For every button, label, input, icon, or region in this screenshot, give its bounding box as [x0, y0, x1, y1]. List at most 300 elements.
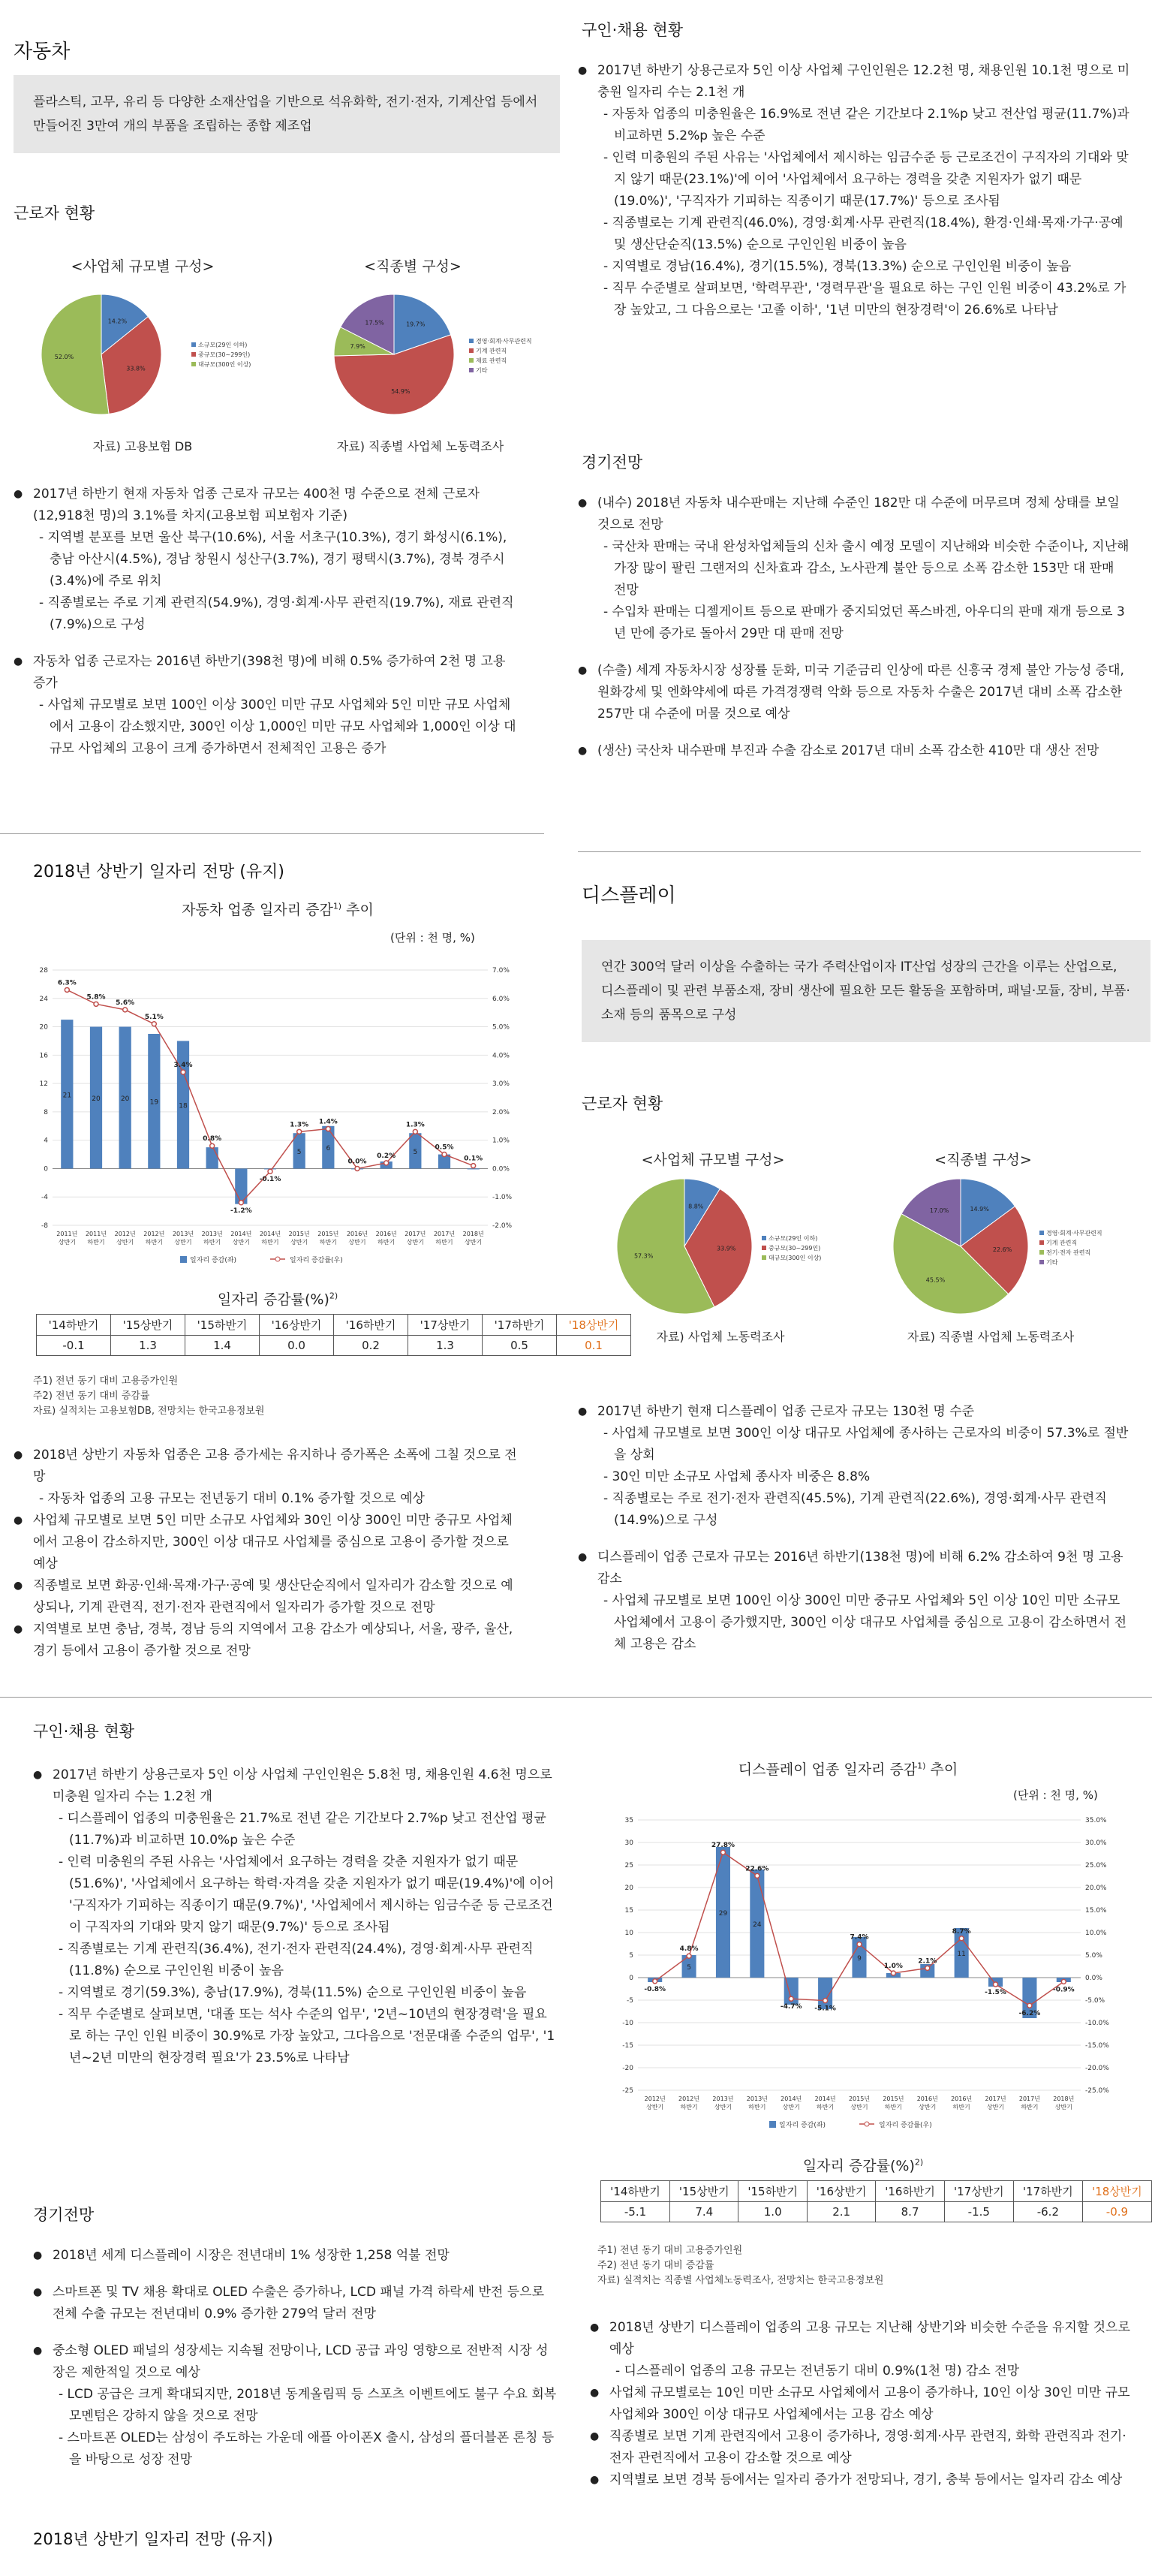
pie-value-label: 52.0% — [54, 354, 74, 361]
rate-point — [687, 1954, 691, 1958]
display-size-pie-chart — [600, 1171, 856, 1321]
y-left-tick-label: -15 — [622, 2042, 633, 2050]
rate-point — [1027, 2003, 1032, 2008]
note-line: 주2) 전년 동기 대비 증감률 — [597, 2260, 714, 2271]
y-right-tick-label: 35.0% — [1085, 1817, 1107, 1824]
bar-value-label: 24 — [753, 1921, 762, 1929]
rate-header-cell: '15상반기 — [111, 1315, 185, 1336]
bullet-item: ● 2017년 하반기 현재 자동차 업종 근로자 규모는 400천 명 수준으로 전체 근로자(12,918천 명)의 3.1%를 차지(고용보험 피보험자 기준) — [14, 484, 521, 527]
legend-label: 기타 — [1046, 1259, 1058, 1266]
y-left-tick-label: 0 — [629, 1975, 633, 1982]
y-right-tick-label: 4.0% — [492, 1052, 510, 1060]
rate-point — [65, 987, 69, 992]
rate-value-label: 4.8% — [679, 1945, 699, 1954]
bar-value-label: 19 — [149, 1098, 159, 1107]
legend-marker — [275, 1257, 280, 1261]
x-tick-label: 2015년 — [317, 1231, 339, 1237]
legend-label: 기계 관련직 — [1046, 1240, 1078, 1246]
auto-pie1-source: 자료) 고용보험 DB — [92, 439, 193, 453]
note-line: 주2) 전년 동기 대비 증감률 — [33, 1390, 150, 1402]
legend-swatch — [769, 2121, 776, 2128]
auto-rate-title: 일자리 증감률(%)$^{2)}$ — [217, 1291, 338, 1308]
x-tick-label: 2015년 — [848, 2095, 871, 2102]
legend-swatch — [1039, 1260, 1044, 1264]
legend-swatch — [469, 348, 474, 353]
pie-value-label: 14.9% — [970, 1206, 989, 1213]
y-left-tick-label: -4 — [41, 1194, 48, 1202]
pie-value-label: 8.8% — [688, 1203, 704, 1210]
bar-value-label: 18 — [179, 1102, 188, 1110]
legend-swatch — [762, 1255, 766, 1260]
y-right-tick-label: 30.0% — [1085, 1839, 1107, 1847]
pie-value-label: 7.9% — [350, 343, 365, 351]
x-tick-label: 2018년 — [1053, 2095, 1075, 2102]
x-tick-label: 2017년 — [433, 1231, 456, 1237]
x-tick-label: 상반기 — [1054, 2104, 1072, 2111]
x-tick-label: 2013년 — [746, 2095, 768, 2102]
y-right-tick-label: 5.0% — [492, 1023, 510, 1032]
display-rate-title: 일자리 증감률(%)$^{2)}$ — [802, 2157, 924, 2174]
x-tick-label: 상반기 — [782, 2104, 800, 2111]
sub-bullet-item: - LCD 공급은 크게 확대되지만, 2018년 동계올림픽 등 스포츠 이벤트에도 불구 수요 회복 모멘텀은 강하지 않을 것으로 전망 — [59, 2387, 557, 2424]
rate-header-cell: '15하반기 — [185, 1315, 260, 1336]
sub-bullet-item: - 직종별로는 주로 전기·전자 관련직(45.5%), 기계 관련직(22.6%), 경영·회계·사무 관련직(14.9%)으로 구성 — [603, 1491, 1107, 1528]
sub-bullet-item: - 자동차 업종의 고용 규모는 전년동기 대비 0.1% 증가할 것으로 예상 — [39, 1491, 425, 1506]
bullet-item: ● 중소형 OLED 패널의 성장세는 지속될 전망이나, LCD 공급 과잉 영향으로 전반적 시장 성장은 제한적일 것으로 예상 — [33, 2340, 558, 2384]
display-chart-caption: 디스플레이 업종 일자리 증감$^{1)}$ 추이 — [738, 1761, 958, 1778]
rate-value-label: 1.3% — [290, 1121, 309, 1129]
bullet-item: ● (수출) 세계 자동차시장 성장률 둔화, 미국 기준금리 인상에 따른 신흥국 경제 불안 가능성 증대, 원화강세 및 엔화약세에 따른 가격경쟁력 악화 등으로 자동차 수출은 2017년 대비 소폭 감소한 257만 대 수준에 머물 것으로 예상 — [578, 660, 1130, 725]
sub-bullet-item: - 디스플레이 업종의 미충원율은 21.7%로 전년 같은 기간보다 2.7%p 낮고 전산업 평균(11.7%)과 비교하면 10.0%p 높은 수준 — [59, 1811, 546, 1848]
legend-label: 중규모(30~299인) — [198, 351, 251, 358]
legend-swatch — [469, 358, 474, 363]
pie-value-label: 17.0% — [929, 1207, 949, 1214]
auto-chart-unit: (단위 : 천 명, %) — [390, 931, 475, 945]
x-tick-label: 하반기 — [319, 1239, 337, 1246]
bar-value-label: 6 — [326, 1145, 331, 1153]
y-right-tick-label: -25.0% — [1085, 2087, 1109, 2095]
legend-swatch — [191, 352, 196, 357]
sub-bullet-item: - 30인 미만 소규모 사업체 종사자 비중은 8.8% — [603, 1469, 871, 1484]
y-left-tick-label: 24 — [39, 995, 48, 1003]
x-tick-label: 상반기 — [232, 1239, 250, 1246]
legend-label: 일자리 증감(좌) — [190, 1257, 237, 1264]
display-hiring-bullets — [33, 1764, 558, 2069]
pie-slice — [41, 294, 109, 414]
x-tick-label: 2014년 — [259, 1231, 281, 1237]
rate-header-cell: '15하반기 — [738, 2181, 807, 2202]
legend-swatch — [1039, 1250, 1044, 1255]
rate-point — [326, 1127, 330, 1131]
rate-value-label: -1.2% — [230, 1207, 252, 1215]
auto-hiring-title: 구인·채용 현황 — [582, 21, 684, 39]
pie-value-label: 57.3% — [633, 1252, 654, 1260]
x-tick-label: 2011년 — [56, 1231, 78, 1237]
x-tick-label: 하반기 — [1021, 2104, 1039, 2111]
x-tick-label: 하반기 — [748, 2104, 766, 2111]
sub-bullet-item: - 자동차 업종의 미충원율은 16.9%로 전년 같은 기간보다 2.1%p 낮고 전산업 평균(11.7%)과 비교하면 5.2%p 높은 수준 — [603, 107, 1129, 143]
auto-outlook-title: 2018년 상반기 일자리 전망 (유지) — [33, 863, 284, 881]
bullet-item: ● 2017년 하반기 상용근로자 5인 이상 사업체 구인인원은 5.8천 명, 채용인원 4.6천 명으로 미충원 일자리 수는 1.2천 개 — [33, 1764, 558, 1808]
display-pie1-title: <사업체 규모별 구성> — [641, 1152, 785, 1168]
x-tick-label: 하반기 — [261, 1239, 279, 1246]
rate-value-cell: -1.5 — [944, 2202, 1013, 2222]
y-right-tick-label: 2.0% — [492, 1108, 510, 1116]
display-rate-table — [600, 2180, 1152, 2222]
bullet-item: ● 디스플레이 업종 근로자 규모는 2016년 하반기(138천 명)에 비해 6.2% 감소하여 9천 명 고용 감소 — [578, 1547, 1130, 1590]
sub-bullet-item: - 사업체 규모별로 보면 100인 이상 300인 미만 중규모 사업체와 5인 이상 10인 미만 소규모 사업체에서 고용이 증가했지만, 300인 이상 대규모 사업체를 중심으로 고용이 감소하면서 전체 고용은 감소 — [603, 1593, 1127, 1652]
bullet-item: ● 2018년 세계 디스플레이 시장은 전년대비 1% 성장한 1,258 억불 전망 — [33, 2245, 558, 2267]
x-tick-label: 상반기 — [714, 2104, 732, 2111]
note-line: 자료) 실적치는 직종별 사업체노동력조사, 전망치는 한국고용정보원 — [597, 2275, 884, 2286]
sub-bullet-item: - 지역별로 경남(16.4%), 경기(15.5%), 경북(13.3%) 순으로 구인인원 비중이 높음 — [603, 259, 1072, 274]
auto-size-pie-chart — [30, 279, 270, 429]
pie-value-label: 19.7% — [406, 321, 426, 328]
legend-label: 중규모(30~299인) — [769, 1245, 821, 1252]
rate-value-label: 1.0% — [883, 1963, 903, 1970]
rate-point — [1061, 1979, 1066, 1984]
display-jobs-chart — [593, 1805, 1133, 2150]
auto-pie2-title: <직종별 구성> — [364, 258, 462, 275]
x-tick-label: 상반기 — [850, 2104, 868, 2111]
y-right-tick-label: 0.0% — [492, 1165, 510, 1174]
display-pie2-source: 자료) 직종별 사업체 노동력조사 — [907, 1330, 1075, 1344]
rate-value-cell: 8.7 — [876, 2202, 944, 2222]
y-left-tick-label: -10 — [622, 2020, 633, 2027]
rate-point — [994, 1982, 998, 1987]
rate-point — [653, 1979, 657, 1984]
y-left-tick-label: 28 — [39, 967, 48, 975]
rate-value-label: 0.2% — [377, 1152, 396, 1160]
pie-value-label: 45.5% — [925, 1276, 946, 1284]
divider — [0, 1697, 1152, 1698]
x-tick-label: 상반기 — [116, 1239, 134, 1246]
rate-point — [384, 1161, 389, 1165]
bullet-item: ● 자동차 업종 근로자는 2016년 하반기(398천 명)에 비해 0.5% 증가하여 2천 명 고용 증가 — [14, 651, 521, 694]
display-outlook-bullets — [590, 2317, 1130, 2491]
note-line: 주1) 전년 동기 대비 고용증가인원 — [597, 2245, 743, 2256]
sub-bullet-item: - 지역별 분포를 보면 울산 북구(10.6%), 서울 서초구(10.3%), 경기 화성시(6.1%), 충남 아산시(4.5%), 경남 창원시 성산구(3.7%), 경기 평택시(3.7%), 경북 경주시(3.4%)에 주로 위치 — [39, 530, 507, 589]
y-right-tick-label: -20.0% — [1085, 2065, 1109, 2072]
rate-value-label: 0.1% — [464, 1155, 483, 1163]
legend-label: 경영·회계·사무관련직 — [476, 338, 532, 345]
rate-value-cell: 1.3 — [408, 1336, 483, 1356]
legend-label: 일자리 증감률(우) — [290, 1257, 343, 1264]
x-tick-label: 2015년 — [883, 2095, 904, 2102]
rate-value-cell: 0.0 — [260, 1336, 334, 1356]
legend-label: 일자리 증감(좌) — [779, 2122, 826, 2129]
bullet-item: ● 지역별로 보면 경북 등에서는 일자리 증가가 전망되나, 경기, 충북 등에서는 일자리 감소 예상 — [590, 2469, 1130, 2491]
sub-bullet-item: - 디스플레이 업종의 고용 규모는 전년동기 대비 0.9%(1천 명) 감소 전망 — [615, 2364, 1019, 2379]
x-tick-label: 2017년 — [1018, 2095, 1040, 2102]
rate-point — [123, 1008, 128, 1012]
rate-header-cell: '14하반기 — [601, 2181, 670, 2202]
x-tick-label: 상반기 — [406, 1239, 424, 1246]
rate-header-cell: '17상반기 — [408, 1315, 483, 1336]
legend-swatch — [191, 342, 196, 347]
auto-chart-caption: 자동차 업종 일자리 증감$^{1)}$ 추이 — [182, 901, 374, 918]
y-left-tick-label: 35 — [624, 1817, 633, 1824]
x-tick-label: 하반기 — [145, 1239, 163, 1246]
rate-value-label: -0.1% — [259, 1176, 281, 1184]
legend-label: 소규모(29인 이하) — [769, 1235, 818, 1242]
rate-point — [857, 1942, 862, 1947]
rate-point — [891, 1971, 895, 1975]
y-left-tick-label: -25 — [622, 2087, 633, 2095]
sub-bullet-item: - 직무 수준별로 살펴보면, '학력무관', '경력무관'을 필요로 하는 구인 인원 비중이 43.2%로 가장 높았고, 그 다음으로는 '고졸 이하', '1년 미만의 현장경력'이 26.6%로 나타남 — [603, 281, 1126, 318]
legend-label: 일자리 증감률(우) — [879, 2122, 932, 2129]
rate-point — [413, 1129, 417, 1134]
legend-swatch — [762, 1236, 766, 1240]
spacer — [578, 725, 1130, 740]
x-tick-label: 하반기 — [952, 2104, 970, 2111]
auto-status-bullets — [14, 484, 521, 760]
legend-swatch — [180, 1256, 187, 1263]
x-tick-label: 하반기 — [817, 2104, 835, 2111]
legend-label: 기계 관련직 — [476, 348, 507, 354]
auto-notes — [33, 1374, 264, 1419]
x-tick-label: 2013년 — [712, 2095, 734, 2102]
x-tick-label: 상반기 — [465, 1239, 483, 1246]
x-tick-label: 상반기 — [348, 1239, 366, 1246]
rate-value-label: 27.8% — [711, 1842, 735, 1850]
rate-point — [181, 1070, 185, 1074]
y-right-tick-label: 1.0% — [492, 1137, 510, 1145]
y-right-tick-label: 25.0% — [1085, 1862, 1107, 1869]
sub-bullet-item: - 직종별로는 기계 관련직(36.4%), 전기·전자 관련직(24.4%), 경영·회계·사무 관련직(11.8%) 순으로 구인인원 비중이 높음 — [59, 1942, 534, 1978]
bullet-item: ● 직종별로 보면 기계 관련직에서 고용이 증가하나, 경영·회계·사무 관련직, 화학 관련직과 전기·전자 관련직에서 고용이 감소할 것으로 예상 — [590, 2426, 1130, 2469]
bar-value-label: 5 — [413, 1148, 418, 1156]
bar — [206, 1147, 218, 1168]
pie-value-label: 54.9% — [391, 387, 411, 395]
rate-point — [355, 1166, 359, 1170]
x-tick-label: 하반기 — [203, 1239, 221, 1246]
spacer — [33, 2325, 558, 2340]
sub-bullet-item: - 스마트폰 OLED는 삼성이 주도하는 가운데 애플 아이폰X 출시, 삼성의 플더블폰 론칭 등을 바탕으로 성장 전망 — [59, 2430, 555, 2467]
display-econ-title: 경기전망 — [33, 2206, 95, 2224]
y-left-tick-label: 8 — [44, 1108, 48, 1116]
sub-bullet-item: - 사업체 규모별로 보면 100인 이상 300인 미만 규모 사업체와 5인 미만 규모 사업체에서 고용이 감소했지만, 300인 이상 1,000인 미만 규모 사업체와 1,000인 이상 대규모 사업체의 고용이 크게 증가하면서 전체적인 고용은 증가 — [39, 697, 516, 756]
bar-value-label: 20 — [92, 1095, 101, 1103]
display-notes — [597, 2243, 884, 2288]
bar-value-label: 21 — [62, 1092, 72, 1100]
divider — [0, 833, 544, 834]
rate-value-label: -0.9% — [1052, 1986, 1075, 1994]
rate-point — [442, 1152, 447, 1157]
bullet-item: ● 2017년 하반기 현재 디스플레이 업종 근로자 규모는 130천 명 수준 — [578, 1401, 1130, 1423]
rate-value-cell: 1.0 — [738, 2202, 807, 2222]
x-tick-label: 하반기 — [377, 1239, 396, 1246]
auto-jobs-chart — [15, 948, 540, 1285]
rate-value-cell: 7.4 — [670, 2202, 738, 2222]
rate-header-cell: '17상반기 — [944, 2181, 1013, 2202]
legend-swatch — [1039, 1231, 1044, 1235]
display-pie2-title: <직종별 구성> — [934, 1152, 1032, 1168]
sub-bullet-item: - 수입차 판매는 디젤게이트 등으로 판매가 중지되었던 폭스바겐, 아우디의 판매 재개 등으로 3년 만에 증가로 돌아서 29만 대 판매 전망 — [603, 604, 1125, 641]
x-tick-label: 2017년 — [985, 2095, 1006, 2102]
y-right-tick-label: -2.0% — [492, 1222, 513, 1230]
x-tick-label: 2012년 — [143, 1231, 165, 1237]
bar-value-label: 20 — [120, 1095, 130, 1103]
rate-value-cell: -5.1 — [601, 2202, 670, 2222]
y-left-tick-label: 12 — [39, 1080, 48, 1089]
spacer — [578, 645, 1130, 660]
rate-value-label: 0.8% — [203, 1135, 222, 1143]
sub-bullet-item: - 지역별로 경기(59.3%), 충남(17.9%), 경북(11.5%) 순으로 구인인원 비중이 높음 — [59, 1985, 527, 2000]
rate-value-cell: -0.1 — [37, 1336, 111, 1356]
y-right-tick-label: 20.0% — [1085, 1885, 1107, 1892]
rate-point — [925, 1966, 930, 1970]
note-line: 주1) 전년 동기 대비 고용증가인원 — [33, 1375, 179, 1387]
rate-value-label: 22.6% — [745, 1865, 769, 1873]
y-left-tick-label: 4 — [44, 1137, 48, 1145]
legend-swatch — [469, 368, 474, 372]
rate-point — [789, 1996, 793, 2001]
display-job-pie-chart — [871, 1171, 1133, 1321]
legend-label: 소규모(29인 이하) — [198, 342, 248, 348]
rate-header-cell: '15상반기 — [670, 2181, 738, 2202]
bullet-item: ● 직종별로 보면 화공·인쇄·목재·가구·공예 및 생산단순직에서 일자리가 감소할 것으로 예상되나, 기계 관련직, 전기·전자 관련직에서 일자리가 증가할 것으로 전망 — [14, 1575, 521, 1619]
rate-value-label: 8.7% — [952, 1927, 971, 1936]
rate-value-label: -4.7% — [780, 2003, 802, 2011]
pie-value-label: 22.6% — [992, 1246, 1012, 1254]
rate-value-label: 7.4% — [850, 1933, 869, 1942]
x-tick-label: 하반기 — [87, 1239, 105, 1246]
divider — [578, 851, 1141, 852]
rate-point — [239, 1201, 243, 1205]
sub-bullet-item: - 직종별로는 기계 관련직(46.0%), 경영·회계·사무 관련직(18.4%), 환경·인쇄·목재·가구·공예 및 생산단순직(13.5%) 순으로 구인인원 비중이 높음 — [603, 215, 1123, 252]
y-right-tick-label: 7.0% — [492, 967, 510, 975]
y-right-tick-label: 5.0% — [1085, 1952, 1102, 1960]
display-bottom-title: 2018년 상반기 일자리 전망 (유지) — [33, 2530, 273, 2548]
y-right-tick-label: 0.0% — [1085, 1975, 1102, 1982]
rate-value-label: 0.5% — [435, 1143, 454, 1152]
rate-point — [755, 1873, 759, 1878]
rate-value-label: -5.1% — [814, 2005, 836, 2013]
display-pie1-source: 자료) 사업체 노동력조사 — [656, 1330, 785, 1344]
y-right-tick-label: 3.0% — [492, 1080, 510, 1089]
legend-swatch — [762, 1246, 766, 1250]
bar-value-label: 9 — [857, 1955, 862, 1963]
rate-value-label: -1.5% — [985, 1989, 1006, 1996]
y-left-tick-label: 25 — [624, 1862, 633, 1869]
rate-value-label: 0.0% — [347, 1158, 367, 1166]
bar-value-label: 5 — [296, 1148, 302, 1156]
pie-value-label: 17.5% — [365, 319, 384, 327]
rate-point — [210, 1143, 215, 1148]
y-left-tick-label: 20 — [624, 1885, 633, 1892]
legend-marker — [865, 2122, 869, 2126]
rate-header-cell: '18상반기 — [557, 1315, 631, 1336]
x-tick-label: 2013년 — [172, 1231, 194, 1237]
rate-value-cell: 1.4 — [185, 1336, 260, 1356]
bullet-item: ● (생산) 국산차 내수판매 부진과 수출 감소로 2017년 대비 소폭 감소한 410만 대 생산 전망 — [578, 740, 1130, 762]
rate-value-label: -0.8% — [644, 1985, 666, 1993]
pie-value-label: 14.2% — [107, 318, 128, 325]
x-tick-label: 2016년 — [375, 1231, 397, 1237]
y-right-tick-label: 10.0% — [1085, 1930, 1107, 1937]
auto-title: 자동차 — [14, 41, 71, 63]
x-tick-label: 2012년 — [644, 2095, 666, 2102]
bar-value-label: 5 — [687, 1964, 691, 1972]
rate-value-label: 5.6% — [116, 999, 135, 1007]
y-right-tick-label: 15.0% — [1085, 1907, 1107, 1915]
x-tick-label: 2013년 — [201, 1231, 223, 1237]
y-right-tick-label: 6.0% — [492, 995, 510, 1003]
y-left-tick-label: -20 — [622, 2065, 633, 2072]
rate-header-cell: '16상반기 — [260, 1315, 334, 1336]
legend-label: 재료 관련직 — [476, 357, 507, 364]
rate-value-label: 3.4% — [173, 1062, 193, 1069]
x-tick-label: 2014년 — [230, 1231, 252, 1237]
x-tick-label: 상반기 — [646, 2104, 664, 2111]
rate-header-cell: '16상반기 — [807, 2181, 875, 2202]
auto-outlook-bullets — [14, 1445, 521, 1662]
sub-bullet-item: - 인력 미충원의 주된 사유는 '사업체에서 제시하는 임금수준 등 근로조건이 구직자의 기대와 맞지 않기 때문(23.1%)'에 이어 '사업체에서 요구하는 경력을 갖춘 지원자가 없기 때문(19.0%)', '구직자가 기피하는 직종이기 때문(17.7%)' 등으로 조사됨 — [603, 150, 1129, 209]
auto-hiring-bullets — [578, 60, 1130, 321]
bullet-item: ● 사업체 규모별로는 10인 미만 소규모 사업체에서 고용이 증가하나, 10인 이상 30인 미만 규모 사업체와 300인 이상 대규모 사업체에서는 고용 감소 예상 — [590, 2382, 1130, 2426]
display-econ-bullets — [33, 2245, 558, 2471]
auto-econ-title: 경기전망 — [582, 453, 643, 472]
x-tick-label: 2015년 — [288, 1231, 310, 1237]
bullet-item: ● 2018년 상반기 디스플레이 업종의 고용 규모는 지난해 상반기와 비슷한 수준을 유지할 것으로 예상 — [590, 2317, 1130, 2361]
bar-value-label: 11 — [957, 1951, 966, 1958]
rate-value-label: 5.1% — [144, 1013, 164, 1021]
legend-label: 경영·회계·사무관련직 — [1046, 1230, 1102, 1237]
x-tick-label: 하반기 — [680, 2104, 698, 2111]
rate-value-cell: 2.1 — [807, 2202, 875, 2222]
display-definition: 연간 300억 달러 이상을 수출하는 국가 주력산업이자 IT산업 성장의 근간을 이루는 산업으로, 디스플레이 및 관련 부품소재, 장비 생산에 필요한 모든 활동을 포함하며, 패널·모듈, 장비, 부품·소재 등의 품목으로 구성 — [582, 940, 1150, 1042]
rate-header-cell: '18상반기 — [1082, 2181, 1151, 2202]
x-tick-label: 2016년 — [346, 1231, 368, 1237]
bullet-item: ● 2017년 하반기 상용근로자 5인 이상 사업체 구인인원은 12.2천 명, 채용인원 10.1천 명으로 미충원 일자리 수는 2.1천 개 — [578, 60, 1130, 104]
rate-point — [297, 1129, 302, 1134]
auto-pie2-source: 자료) 직종별 사업체 노동력조사 — [336, 439, 504, 453]
rate-header-cell: '17하반기 — [483, 1315, 557, 1336]
display-title: 디스플레이 — [582, 884, 676, 907]
x-tick-label: 2012년 — [114, 1231, 136, 1237]
display-chart-unit: (단위 : 천 명, %) — [1013, 1788, 1098, 1802]
x-tick-label: 2016년 — [916, 2095, 938, 2102]
y-left-tick-label: 30 — [624, 1839, 633, 1847]
rate-header-cell: '17하반기 — [1013, 2181, 1082, 2202]
rate-point — [720, 1850, 725, 1854]
display-hiring-title: 구인·채용 현황 — [33, 1722, 135, 1740]
rate-point — [152, 1022, 156, 1026]
x-tick-label: 상반기 — [919, 2104, 937, 2111]
x-tick-label: 2016년 — [951, 2095, 973, 2102]
rate-value-label: 6.3% — [57, 979, 77, 987]
x-tick-label: 2012년 — [678, 2095, 700, 2102]
legend-swatch — [469, 339, 474, 343]
pie-value-label: 33.8% — [126, 365, 146, 372]
rate-value-label: -6.2% — [1018, 2010, 1041, 2018]
rate-value-label: 1.3% — [405, 1121, 425, 1129]
sub-bullet-item: - 인력 미충원의 주된 사유는 '사업체에서 요구하는 경력을 갖춘 지원자가 없기 때문(51.6%)', '사업체에서 요구하는 학력·자격을 갖춘 지원자가 없기 때문(19.4%)'에 이어 '구직자가 기피하는 직종이기 때문(9.7%)', '사업체에서 제시하는 임금수준 등 근로조건이 구직자의 기대와 맞지 않기 때문(9.7%)' 등으로 조사됨 — [59, 1854, 554, 1935]
y-left-tick-label: -5 — [627, 1997, 633, 2005]
y-left-tick-label: 0 — [44, 1165, 48, 1174]
sub-bullet-item: - 국산차 판매는 국내 완성차업체들의 신차 출시 예정 모델이 지난해와 비슷한 수준이나, 지난해 가장 많이 팔린 그랜저의 신차효과 감소, 노사관계 불안 등으로 소폭 감소한 153만 대 판매 전망 — [603, 539, 1129, 598]
spacer — [33, 2267, 558, 2282]
bullet-item: ● 사업체 규모별로 보면 5인 미만 소규모 사업체와 30인 이상 300인 미만 중규모 사업체에서 고용이 감소하지만, 300인 이상 대규모 사업체를 중심으로 고용이 증가할 것으로 예상 — [14, 1510, 521, 1575]
rate-point — [959, 1936, 964, 1941]
bullet-item: ● 지역별로 보면 충남, 경북, 경남 등의 지역에서 고용 감소가 예상되나, 서울, 광주, 울산, 경기 등에서 고용이 증가할 것으로 전망 — [14, 1619, 521, 1662]
x-tick-label: 상반기 — [986, 2104, 1005, 2111]
sub-bullet-item: - 직무 수준별로 살펴보면, '대졸 또는 석사 수준의 업무', '2년~10년의 현장경력'을 필요로 하는 구인 인원 비중이 30.9%로 가장 높았고, 그다음으로 '전문대졸 수준의 업무', '1년~2년 미만의 현장경력 필요'가 23.5%로 나타남 — [59, 2007, 555, 2065]
legend-label: 대규모(300인 이상) — [769, 1255, 822, 1261]
x-tick-label: 2017년 — [405, 1231, 426, 1237]
bullet-item: ● (내수) 2018년 자동차 내수판매는 지난해 수준인 182만 대 수준에 머무르며 정체 상태를 보일 것으로 전망 — [578, 493, 1130, 536]
